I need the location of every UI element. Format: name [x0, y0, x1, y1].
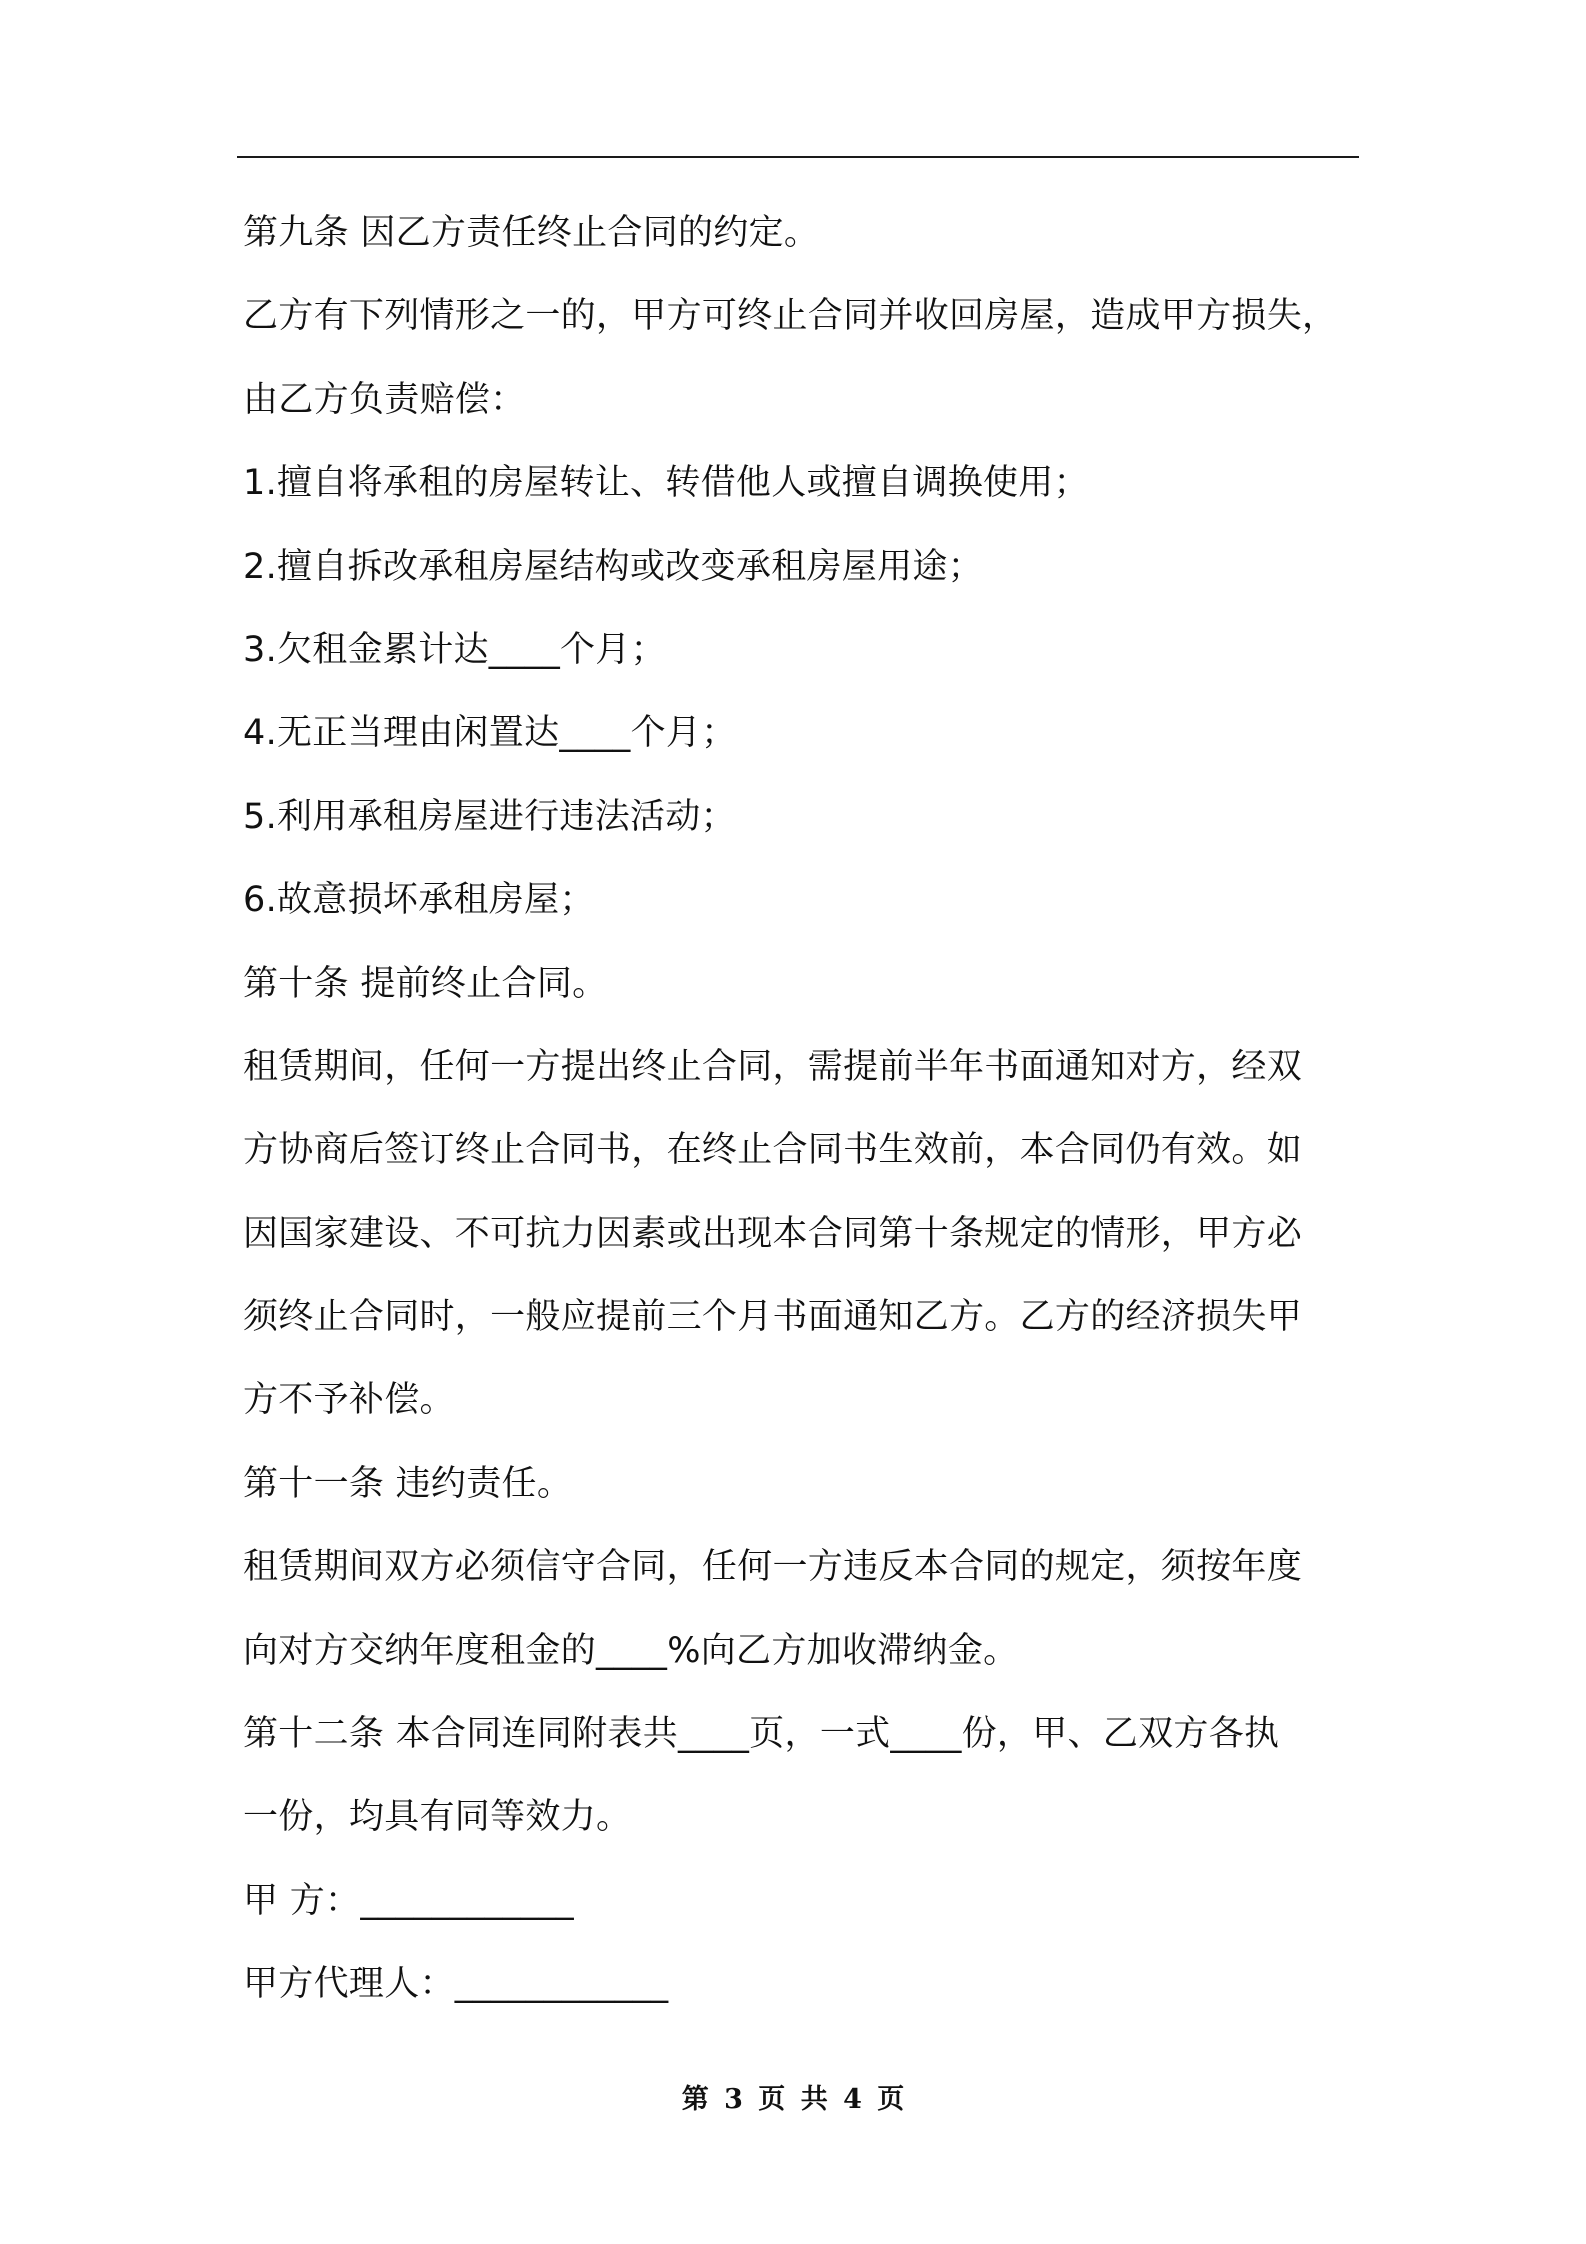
- party-a-agent-signature-line: 甲方代理人：____________: [243, 1964, 669, 2005]
- article-9-item: 5.利用承租房屋进行违法活动；: [243, 796, 736, 837]
- article-9-item: 1.擅自将承租的房屋转让、转借他人或擅自调换使用；: [243, 463, 1089, 504]
- article-12-paragraph-line: 第十二条 本合同连同附表共____页，一式____份，甲、乙双方各执: [243, 1714, 1280, 1755]
- article-9-item: 2.擅自拆改承租房屋结构或改变承租房屋用途；: [243, 546, 983, 587]
- article-11-paragraph-line: 租赁期间双方必须信守合同，任何一方违反本合同的规定，须按年度: [243, 1547, 1303, 1588]
- article-9-paragraph-line: 由乙方负责赔偿：: [243, 379, 526, 420]
- article-12-paragraph-line: 一份，均具有同等效力。: [243, 1797, 632, 1838]
- article-9-item: 3.欠租金累计达____个月；: [243, 629, 666, 670]
- page-number-footer: 第 3 页 共 4 页: [681, 2084, 905, 2115]
- article-10-heading: 第十条 提前终止合同。: [243, 963, 608, 1004]
- article-10-paragraph-line: 因国家建设、不可抗力因素或出现本合同第十条规定的情形，甲方必: [243, 1213, 1303, 1254]
- article-10-paragraph-line: 租赁期间，任何一方提出终止合同，需提前半年书面通知对方，经双: [243, 1046, 1303, 1087]
- article-9-item: 6.故意损坏承租房屋；: [243, 880, 595, 921]
- article-9-heading: 第九条 因乙方责任终止合同的约定。: [243, 213, 820, 253]
- article-9-item: 4.无正当理由闲置达____个月；: [243, 713, 737, 754]
- article-9-paragraph-line: 乙方有下列情形之一的，甲方可终止合同并收回房屋，造成甲方损失，: [243, 296, 1338, 337]
- party-a-signature-line: 甲 方：____________: [243, 1880, 574, 1921]
- article-11-paragraph-line: 向对方交纳年度租金的____%向乙方加收滞纳金。: [243, 1630, 1019, 1671]
- document-body: [243, 192, 1361, 2027]
- article-11-heading: 第十一条 违约责任。: [243, 1463, 573, 1504]
- header-rule: [237, 156, 1359, 158]
- article-10-paragraph-line: 方协商后签订终止合同书，在终止合同书生效前，本合同仍有效。如: [243, 1130, 1303, 1171]
- article-10-paragraph-line: 须终止合同时，一般应提前三个月书面通知乙方。乙方的经济损失甲: [243, 1297, 1303, 1338]
- article-10-paragraph-line: 方不予补偿。: [243, 1380, 455, 1421]
